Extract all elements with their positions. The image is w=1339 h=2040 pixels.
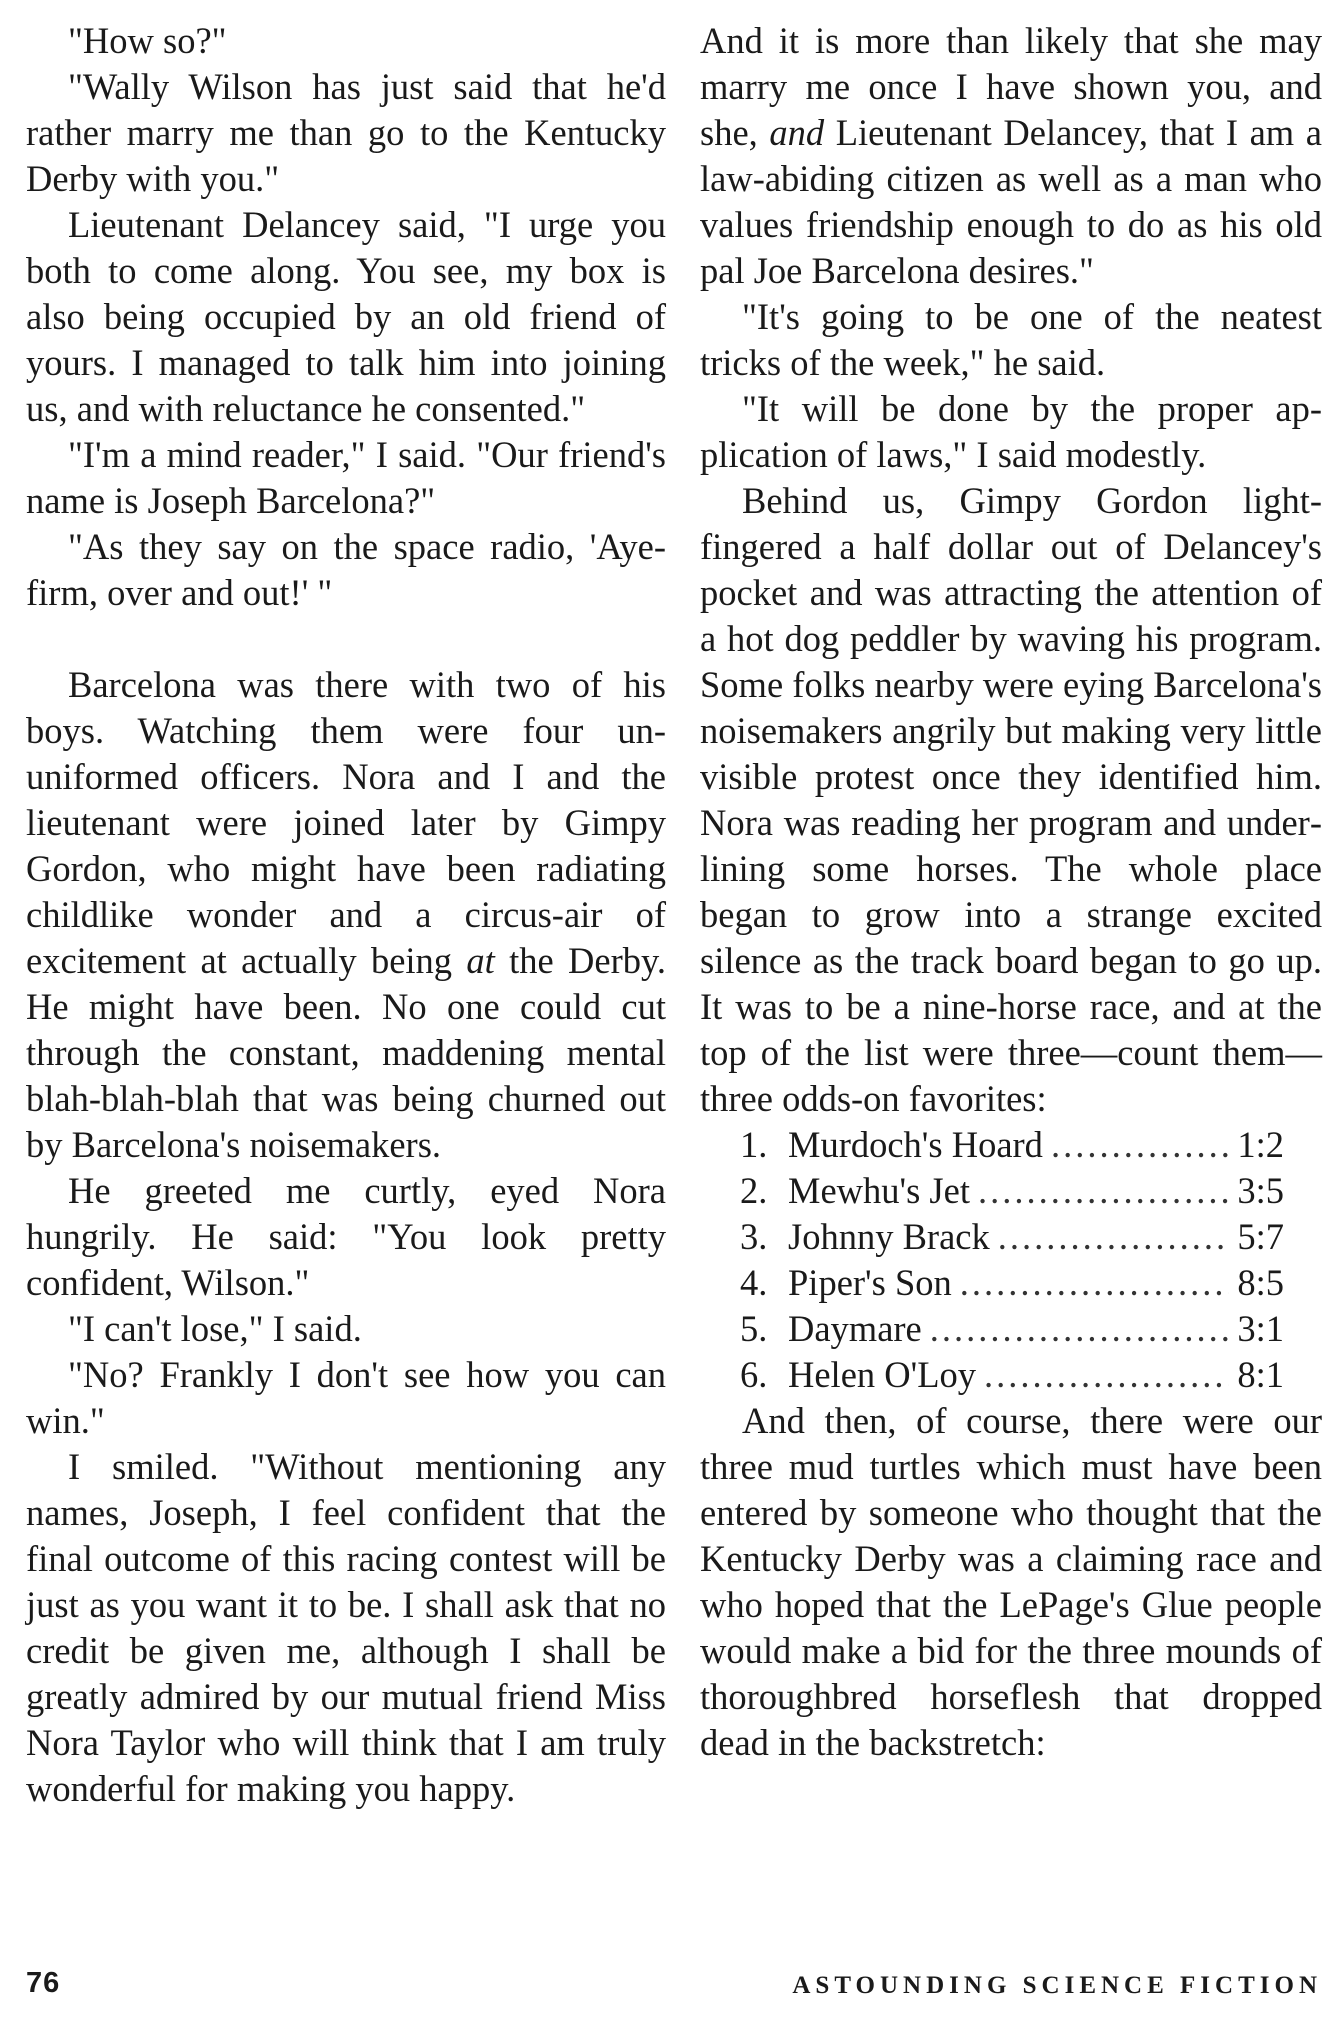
odds-row xyxy=(700,1168,1322,1214)
paragraph-continued xyxy=(700,18,1322,294)
paragraph: I smiled. "Without mentioning any names, Joseph, I feel confident that the final outcome of this racing contest will be just as you want it to be. I shall ask that no credit be given me, although I shall be greatly admired by our mutual friend Miss Nora Taylor who will think that I am truly wonderful for making you happy. xyxy=(26,1446,666,1809)
paragraph: "It's going to be one of the neatest tricks of the week," he said. xyxy=(700,296,1322,383)
paragraph-section-break xyxy=(26,662,666,1168)
paragraph: And then, of course, there were our three mud turtles which must have been entered by someone who thought that the Kentucky Derby was a claiming race and who hoped that the LePage's Glue people would make a bid for the three mounds of thoroughbred horseflesh that dropped dead in the backstretch: xyxy=(700,1400,1322,1763)
leader-dots xyxy=(984,1352,1229,1398)
odds-row xyxy=(700,1260,1322,1306)
odds-number: 6. xyxy=(740,1354,768,1395)
emphasis: and xyxy=(769,112,825,153)
horse-name: Murdoch's Hoard xyxy=(788,1124,1043,1165)
page-number: 76 xyxy=(26,1967,61,1999)
paragraph: He greeted me curtly, eyed Nora hungrily. He said: "You look pretty confident, Wilson." xyxy=(26,1170,666,1303)
paragraph: "As they say on the space radio, 'Aye-firm, over and out!' " xyxy=(26,526,666,613)
odds-ratio: 3:5 xyxy=(1237,1170,1284,1211)
horse-name: Johnny Brack xyxy=(788,1216,990,1257)
horse-name: Piper's Son xyxy=(788,1262,952,1303)
horse-name: Helen O'Loy xyxy=(788,1354,977,1395)
paragraph-text: the Derby. He might have been. No one could cut through the constant, maddening mental blah-blah-blah that was being churned out by Barcelona's noisemakers. xyxy=(26,940,666,1165)
odds-ratio: 8:5 xyxy=(1237,1262,1284,1303)
odds-row xyxy=(700,1306,1322,1352)
odds-number: 2. xyxy=(740,1170,768,1211)
leader-dots xyxy=(998,1214,1230,1260)
right-column xyxy=(700,18,1322,1766)
horse-name: Mewhu's Jet xyxy=(788,1170,970,1211)
odds-number: 4. xyxy=(740,1262,768,1303)
odds-list xyxy=(700,1122,1322,1398)
odds-ratio: 3:1 xyxy=(1237,1308,1284,1349)
odds-ratio: 5:7 xyxy=(1237,1216,1284,1257)
paragraph: "No? Frankly I don't see how you can win." xyxy=(26,1354,666,1441)
running-head: ASTOUNDING SCIENCE FICTION xyxy=(792,1972,1322,1999)
paragraph: "Wally Wilson has just said that he'd rather marry me than go to the Kentucky Derby with you." xyxy=(26,66,666,199)
leader-dots xyxy=(960,1260,1230,1306)
leader-dots xyxy=(978,1168,1229,1214)
paragraph: "How so?" xyxy=(68,20,227,61)
odds-number: 3. xyxy=(740,1216,768,1257)
leader-dots xyxy=(1051,1122,1229,1168)
odds-row xyxy=(700,1352,1322,1398)
paragraph: "I can't lose," I said. xyxy=(68,1308,362,1349)
odds-ratio: 8:1 xyxy=(1237,1354,1284,1395)
paragraph-text: Barcelona was there with two of his boys. Watching them were four ununiformed officers. Nora and I and the lieutenant were joined later by Gimpy Gordon, who might have been radiating childlike wonder and a circus-air of excitement at actually being xyxy=(26,664,666,981)
paragraph-text: Lieutenant Delancey, that I am a law-abiding citizen as well as a man who values friendship enough to do as his old pal Joe Barcelona desires." xyxy=(700,112,1322,291)
paragraph: Lieutenant Delancey said, "I urge you both to come along. You see, my box is also being occupied by an old friend of yours. I managed to talk him into joining us, and with reluctance he consented." xyxy=(26,204,666,429)
odds-number: 5. xyxy=(740,1308,768,1349)
emphasis: at xyxy=(466,940,495,981)
odds-row xyxy=(700,1214,1322,1260)
paragraph: Behind us, Gimpy Gordon light-fingered a half dollar out of Delancey's pocket and was attracting the attention of a hot dog peddler by waving his program. Some folks nearby were eying Barcelona's noisemakers angrily but making very little visible protest once they identified him. Nora was reading her program and underlining some horses. The whole place began to grow into a strange excited silence as the track board began to go up. It was to be a nine-horse race, and at the top of the list were three—count them—three odds-on favorites: xyxy=(700,480,1322,1119)
horse-name: Daymare xyxy=(788,1308,922,1349)
odds-row xyxy=(700,1122,1322,1168)
paragraph: "I'm a mind reader," I said. "Our friend's name is Joseph Barcelona?" xyxy=(26,434,666,521)
leader-dots xyxy=(930,1306,1230,1352)
odds-number: 1. xyxy=(740,1124,768,1165)
paragraph: "It will be done by the proper application of laws," I said modestly. xyxy=(700,388,1322,475)
left-column xyxy=(26,18,666,1812)
paragraph-text: And it is more than likely that she may marry me once I have shown you, and she, xyxy=(700,20,1322,153)
odds-ratio: 1:2 xyxy=(1237,1124,1284,1165)
